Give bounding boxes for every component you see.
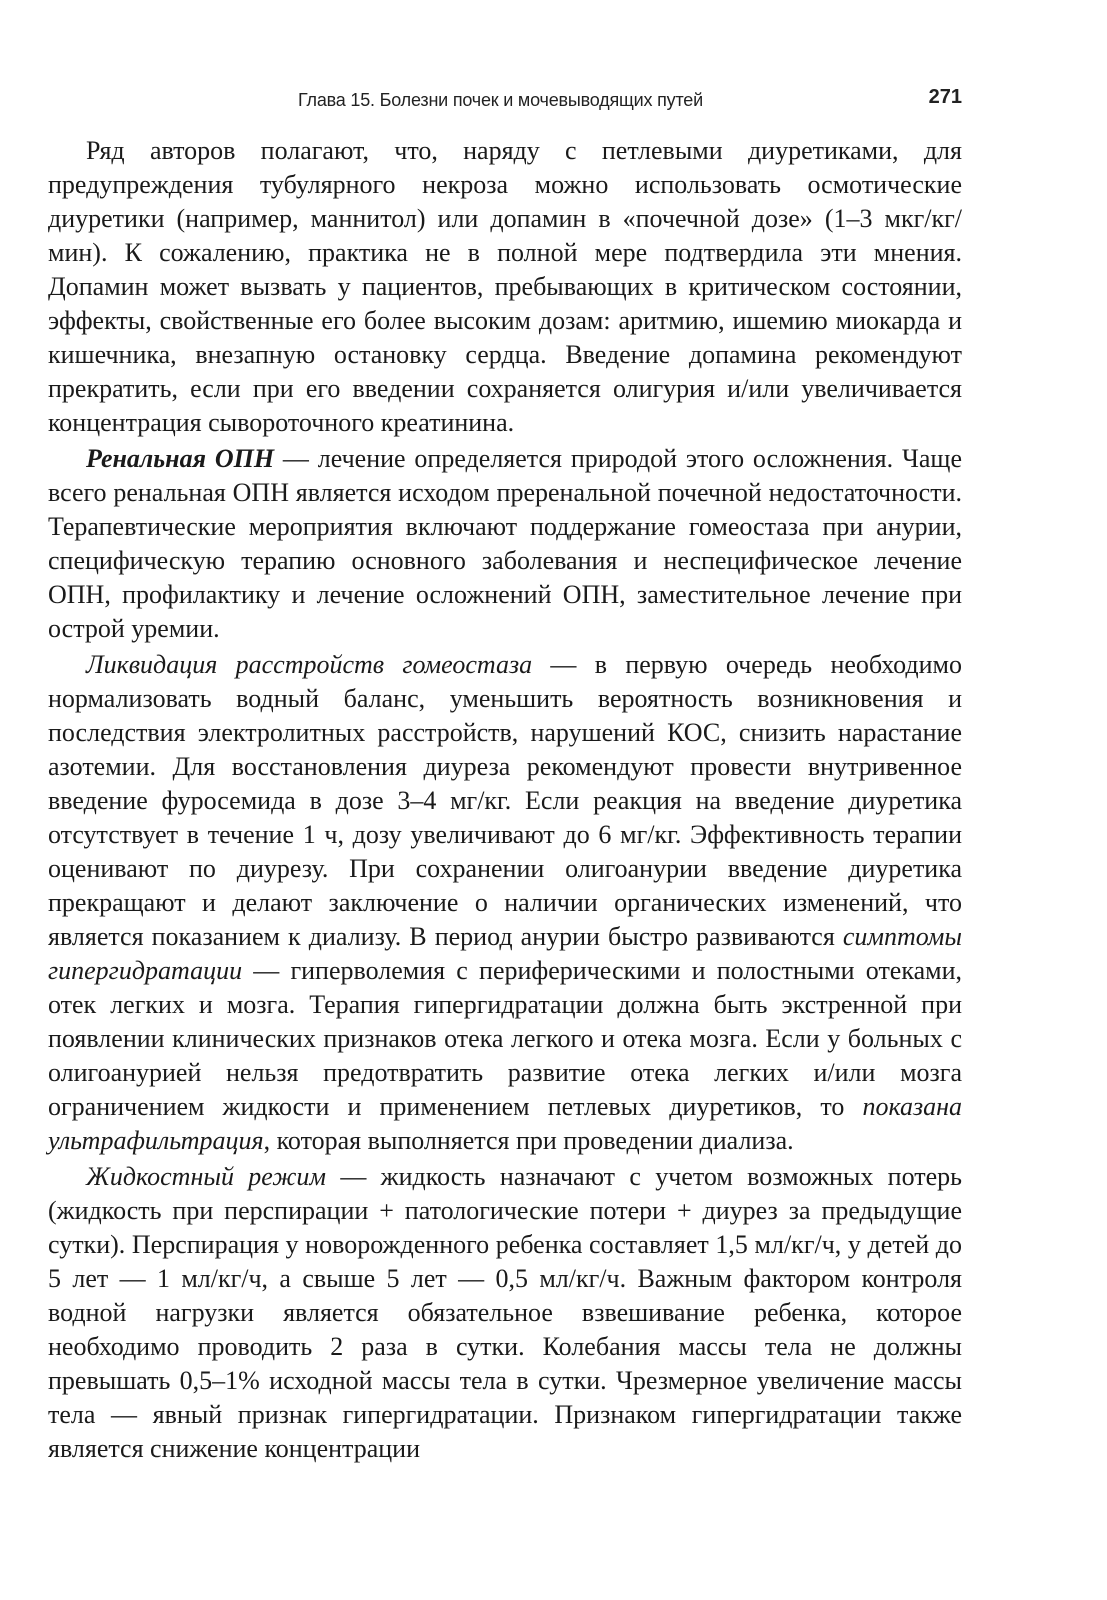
paragraph-text: — гиперволемия с периферическими и полостными отеками, отек легких и мозга. Терапия гипергидратации должна быть экстренной при появлении клинических признаков отека легкого и отека мозга. Если у больных с олигоанурией нельзя предотвратить развитие отека легких и/или мозга ограничением жидкости и применением петлевых диуретиков, то xyxy=(48,956,962,1121)
paragraph-renal-arf xyxy=(48,442,962,646)
emphasis-term: показана ультрафильтрация xyxy=(48,1092,962,1155)
page-number: 271 xyxy=(928,86,962,108)
paragraph-lead-term: Ликвидация расстройств гомеостаза xyxy=(86,650,533,679)
book-page xyxy=(48,86,962,1466)
chapter-title: Глава 15. Болезни почек и мочевыводящих путей xyxy=(298,90,703,110)
paragraph-lead-term: Ренальная ОПН xyxy=(86,444,275,473)
paragraph-lead-term: Жидкостный режим xyxy=(86,1162,326,1191)
paragraph-dopamine xyxy=(48,134,962,440)
paragraph-text: — лечение определяется природой этого осложнения. Чаще всего ренальная ОПН является исходом преренальной почечной недостаточности. Терапевтические мероприятия включают поддержание гомеостаза при анурии, специфическую терапию основного заболевания и неспецифическое лечение ОПН, профилактику и лечение осложнений ОПН, заместительное лечение при острой уремии. xyxy=(48,444,962,643)
body-text xyxy=(48,134,962,1466)
paragraph-text: — в первую очередь необходимо нормализовать водный баланс, уменьшить вероятность возникновения и последствия электролитных расстройств, нарушений КОС, снизить нарастание азотемии. Для восстановления диуреза рекомендуют провести внутривенное введение фуросемида в дозе 3–4 мг/кг. Если реакция на введение диуретика отсутствует в течение 1 ч, дозу увеличивают до 6 мг/кг. Эффективность терапии оценивают по диурезу. При сохранении олигоанурии введение диуретика прекращают и делают заключение о наличии органических изменений, что является показанием к диализу. В период анурии быстро развиваются xyxy=(48,650,962,951)
paragraph-text: — жидкость назначают с учетом возможных потерь (жидкость при перспирации + патологические потери + диурез за предыдущие сутки). Перспирация у новорожденного ребенка составляет 1,5 мл/кг/ч, у детей до 5 лет — 1 мл/кг/ч, а свыше 5 лет — 0,5 мл/кг/ч. Важным фактором контроля водной нагрузки является обязательное взвешивание ребенка, которое необходимо проводить 2 раза в сутки. Колебания массы тела не должны превышать 0,5–1% исходной массы тела в сутки. Чрезмерное увеличение массы тела — явный признак гипергидратации. Признаком гипергидратации также является снижение концентрации xyxy=(48,1162,963,1463)
paragraph-text: Ряд авторов полагают, что, наряду с петлевыми диуретиками, для предупреждения тубулярного некроза можно использовать осмотические диуретики (например, маннитол) или допамин в «почечной дозе» (1–3 мкг/кг/мин). К сожалению, практика не в полной мере подтвердила эти мнения. Допамин может вызвать у пациентов, пребывающих в критическом состоянии, эффекты, свойственные его более высоким дозам: аритмию, ишемию миокарда и кишечника, внезапную остановку сердца. Введение допамина рекомендуют прекратить, если при его введении сохраняется олигурия и/или увеличивается концентрация сывороточного креатинина. xyxy=(48,136,962,437)
running-header xyxy=(48,86,962,122)
paragraph-homeostasis xyxy=(48,648,962,1158)
emphasis-term: симптомы гипергидратации xyxy=(48,922,962,985)
paragraph-fluid-regimen xyxy=(48,1160,962,1466)
paragraph-text: , которая выполняется при проведении диализа. xyxy=(263,1126,794,1155)
